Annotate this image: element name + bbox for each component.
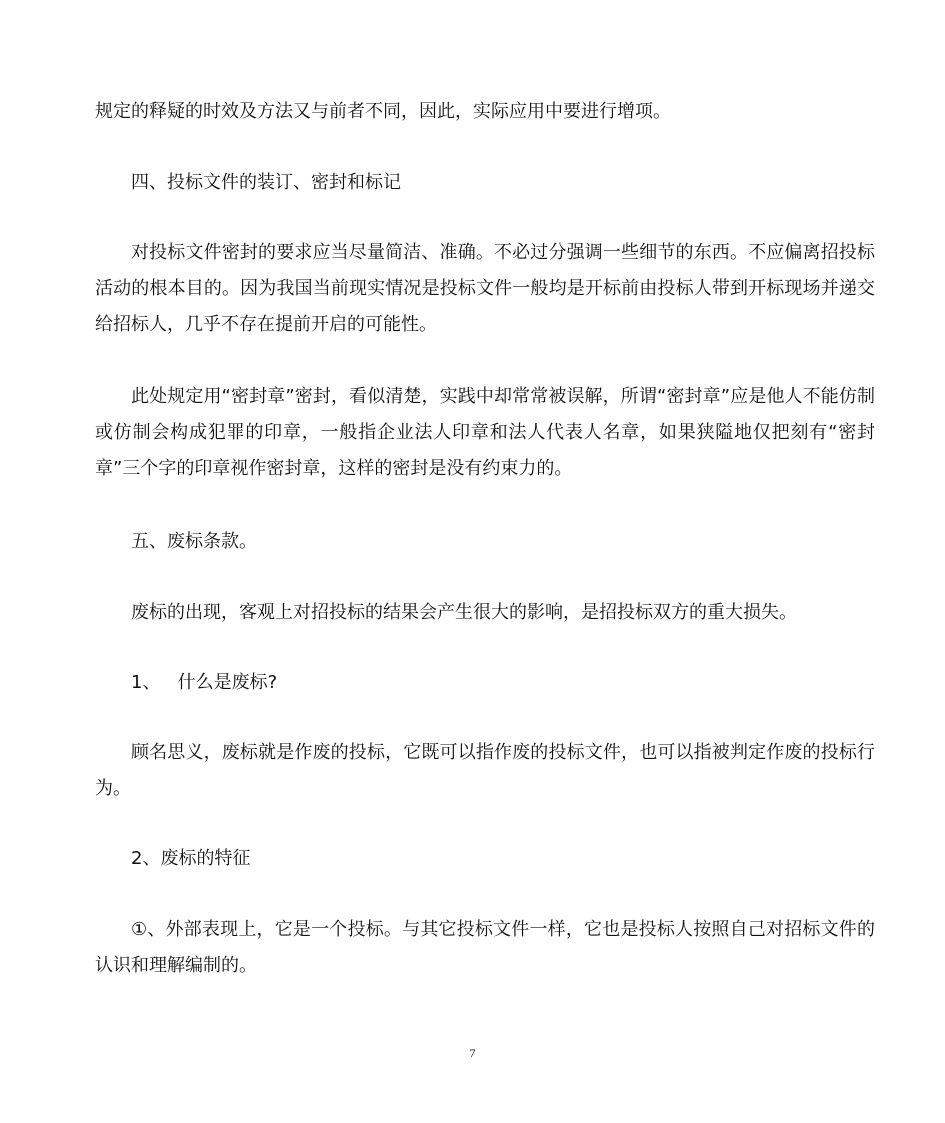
- paragraph-seal-stamp: 此处规定用“密封章”密封，看似清楚，实践中却常常被误解，所谓“密封章”应是他人不能仿制或仿制会构成犯罪的印章，一般指企业法人印章和法人代表人名章，如果狭隘地仅把刻有“密封章”三个字的印章视作密封章，这样的密封是没有约束力的。: [95, 386, 875, 479]
- section-heading-sealing: 四、投标文件的装订、密封和标记: [131, 172, 401, 193]
- paragraph-invalid-bid-impact: 废标的出现，客观上对招投标的结果会产生很大的影响，是招投标双方的重大损失。: [131, 602, 797, 623]
- subheading-what-is-invalid-bid: 1、 什么是废标?: [131, 672, 278, 693]
- paragraph-continuation: 规定的释疑的时效及方法又与前者不同，因此，实际应用中要进行增项。: [95, 101, 671, 122]
- subheading-invalid-bid-features: 2、废标的特征: [131, 848, 251, 869]
- paragraph-invalid-bid-definition: 顾名思义，废标就是作废的投标，它既可以指作废的投标文件，也可以指被判定作废的投标行为。: [95, 742, 875, 799]
- paragraph-sealing-requirements: 对投标文件密封的要求应当尽量简洁、准确。不必过分强调一些细节的东西。不应偏离招投标活动的根本目的。因为我国当前现实情况是投标文件一般均是开标前由投标人带到开标现场并递交给招标人，几乎不存在提前开启的可能性。: [95, 242, 875, 335]
- paragraph-feature-one: ①、外部表现上，它是一个投标。与其它投标文件一样，它也是投标人按照自己对招标文件的认识和理解编制的。: [95, 919, 875, 976]
- section-heading-invalid-bid: 五、废标条款。: [131, 531, 257, 552]
- page-number: 7: [469, 1046, 476, 1060]
